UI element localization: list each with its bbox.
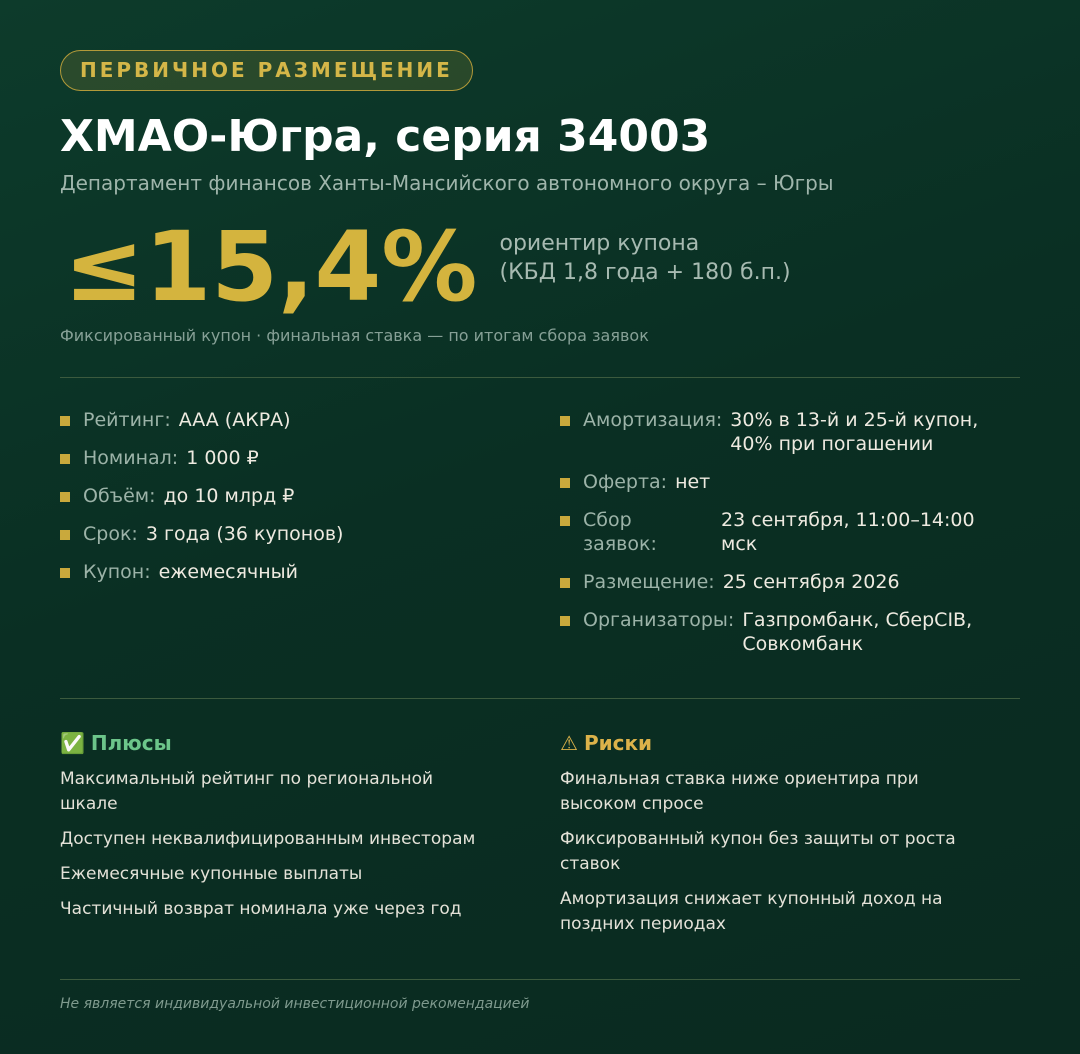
bullet-square-icon <box>60 568 70 578</box>
cons-item: Фиксированный купон без защиты от роста ставок <box>560 829 956 874</box>
param-value-line: Газпромбанк, СберCIB, <box>742 609 973 631</box>
param-value-line: 23 сентября, 11:00–14:00 <box>721 509 975 531</box>
checkmark-icon: ✅ <box>60 731 85 755</box>
param-value-line: Совкомбанк <box>742 633 864 655</box>
params-left-column <box>60 408 560 670</box>
param-label: Номинал: <box>83 447 179 469</box>
pros-item: Доступен неквалифицированным инвесторам <box>60 829 476 849</box>
param-label <box>583 508 713 556</box>
param-label-line: Сбор <box>583 509 632 531</box>
cons-item: Амортизация снижает купонный доход на поздних периодах <box>560 889 943 934</box>
coupon-desc-line1: ориентир купона <box>499 231 700 256</box>
coupon-rate: ≤15,4% <box>64 211 478 323</box>
param-label-line: заявок: <box>583 533 657 555</box>
cons-title: Риски <box>583 731 653 755</box>
disclaimer: Не является индивидуальной инвестиционной рекомендацией <box>60 996 530 1012</box>
coupon-description <box>499 229 790 287</box>
bullet-square-icon <box>60 416 70 426</box>
param-value: ежемесячный <box>158 561 299 583</box>
bullet-square-icon <box>60 454 70 464</box>
coupon-block <box>60 211 1020 323</box>
param-volume <box>60 484 560 508</box>
footer-divider <box>60 979 1020 980</box>
param-term <box>60 522 560 546</box>
pros-heading <box>60 729 560 757</box>
pros-cons <box>60 729 1020 947</box>
divider <box>60 377 1020 378</box>
bullet-square-icon <box>60 492 70 502</box>
cons-column <box>560 729 1020 947</box>
param-coupon <box>60 560 560 584</box>
param-organizers <box>560 608 1020 656</box>
pros-column <box>60 729 560 947</box>
pros-title: Плюсы <box>90 731 172 755</box>
pros-item: Максимальный рейтинг по региональной шкале <box>60 769 434 814</box>
divider <box>60 698 1020 699</box>
pros-item: Ежемесячные купонные выплаты <box>60 864 363 884</box>
param-label: Размещение: <box>583 571 715 593</box>
param-value <box>730 408 978 456</box>
param-value: до 10 млрд ₽ <box>163 485 295 507</box>
bond-parameters <box>60 408 1020 670</box>
pros-item: Частичный возврат номинала уже через год <box>60 899 462 919</box>
param-nominal <box>60 446 560 470</box>
coupon-note: Фиксированный купон · финальная ставка — по итогам сбора заявок <box>60 326 649 345</box>
param-label: Амортизация: <box>583 409 723 431</box>
warning-icon: ⚠ <box>560 731 578 755</box>
bond-card <box>60 50 1020 947</box>
param-value <box>721 508 975 556</box>
param-rating <box>60 408 560 432</box>
param-value: 25 сентября 2026 <box>722 571 900 593</box>
cons-heading <box>560 729 1020 757</box>
param-book-building <box>560 508 1020 556</box>
param-value-line: 30% в 13-й и 25-й купон, <box>730 409 979 431</box>
param-label: Объём: <box>83 485 156 507</box>
param-value: 1 000 ₽ <box>186 447 259 469</box>
param-label: Купон: <box>83 561 151 583</box>
params-right-column <box>560 408 1020 670</box>
coupon-desc-line2: (КБД 1,8 года + 180 б.п.) <box>499 260 791 285</box>
bullet-square-icon <box>560 516 570 526</box>
bullet-square-icon <box>60 530 70 540</box>
param-value <box>742 608 972 656</box>
param-label: Рейтинг: <box>83 409 171 431</box>
param-label: Оферта: <box>583 471 668 493</box>
cons-item: Финальная ставка ниже ориентира при высоком спросе <box>560 769 919 814</box>
param-placement <box>560 570 1020 594</box>
bullet-square-icon <box>560 478 570 488</box>
bullet-square-icon <box>560 578 570 588</box>
issuer-name: Департамент финансов Ханты-Мансийского автономного округа – Югры <box>60 171 834 195</box>
param-amortization <box>560 408 1020 456</box>
bullet-square-icon <box>560 416 570 426</box>
param-label: Организаторы: <box>583 609 735 631</box>
param-value-line: 40% при погашении <box>730 433 934 455</box>
param-value-line: мск <box>721 533 758 555</box>
placement-badge: ПЕРВИЧНОЕ РАЗМЕЩЕНИЕ <box>60 50 473 91</box>
param-offer <box>560 470 1020 494</box>
param-value: нет <box>675 471 711 493</box>
param-value: 3 года (36 купонов) <box>145 523 344 545</box>
param-label: Срок: <box>83 523 138 545</box>
bullet-square-icon <box>560 616 570 626</box>
param-value: AAA (АКРА) <box>178 409 291 431</box>
page-title: ХМАО-Югра, серия 34003 <box>60 111 711 162</box>
